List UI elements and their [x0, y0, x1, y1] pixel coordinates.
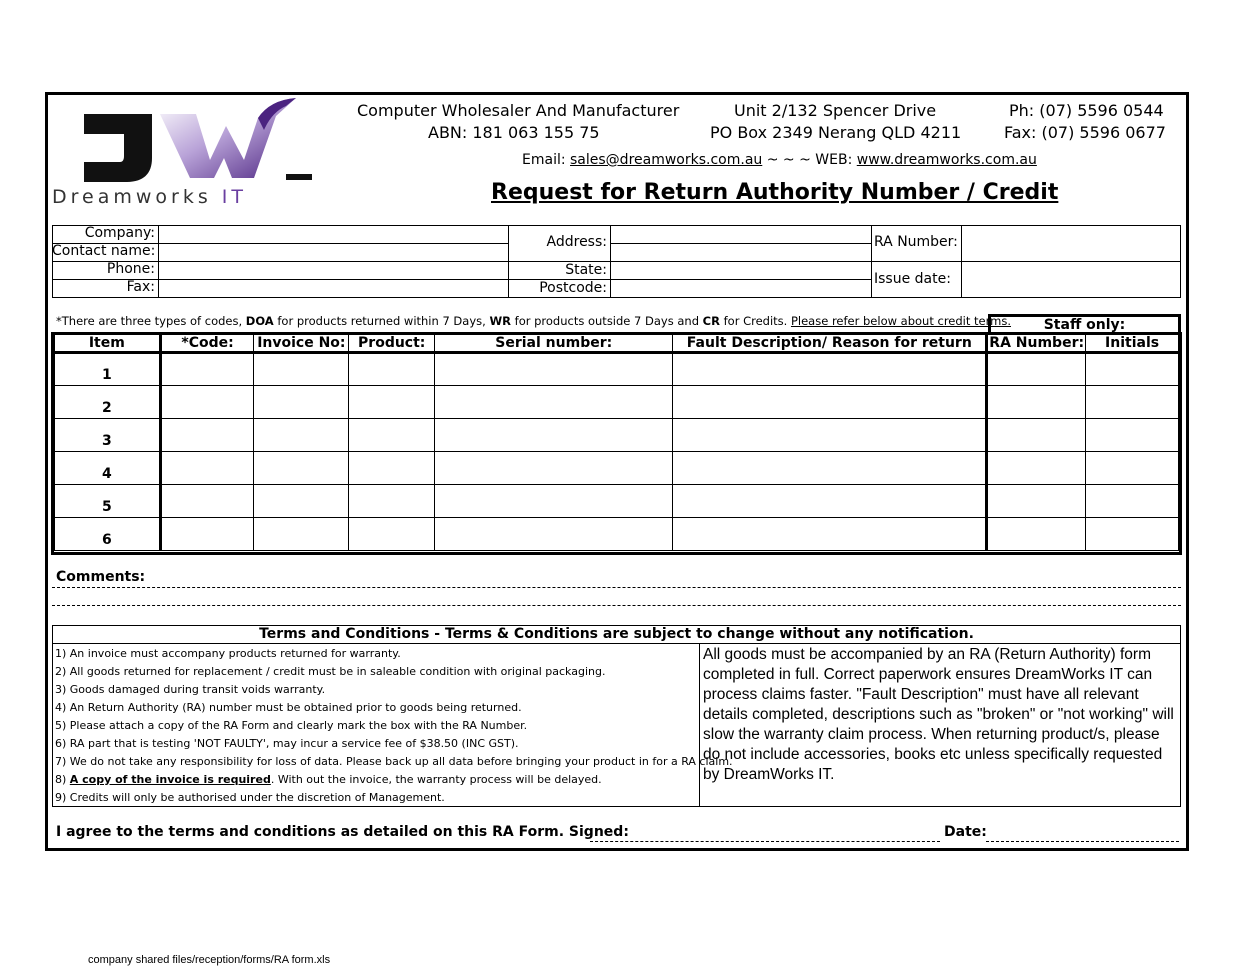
ra-number-field[interactable] — [963, 226, 1179, 260]
company-label: Company: — [84, 225, 155, 241]
cell-input[interactable] — [987, 419, 1086, 452]
issue-date-field[interactable] — [963, 262, 1179, 296]
cell-input[interactable] — [435, 386, 673, 419]
term-text: . With out the invoice, the warranty process will be delayed. — [270, 773, 602, 786]
cell-input[interactable] — [349, 353, 435, 386]
fax-label: Fax: — [126, 279, 155, 295]
cell-input[interactable] — [160, 419, 254, 452]
item-number-cell: 1 — [54, 353, 161, 386]
company-field[interactable] — [160, 226, 507, 242]
note-text: for Credits. — [719, 314, 791, 328]
cell-input[interactable] — [987, 518, 1086, 551]
note-text: for products outside 7 Days and — [510, 314, 703, 328]
cell-input[interactable] — [349, 518, 435, 551]
cell-input[interactable] — [1086, 386, 1180, 419]
date-label: Date: — [944, 824, 987, 840]
staff-only-header — [988, 314, 1181, 332]
note-text: for products returned within 7 Days, — [273, 314, 490, 328]
col-initials: Initials — [1086, 334, 1180, 353]
address-field[interactable] — [612, 226, 870, 260]
company-logo — [50, 96, 350, 208]
divider — [52, 643, 1181, 644]
term-item: 9) Credits will only be authorised under the discretion of Management. — [55, 791, 445, 804]
cell-input[interactable] — [673, 485, 987, 518]
phone-field[interactable] — [160, 262, 507, 278]
cell-input[interactable] — [1086, 452, 1180, 485]
comments-label: Comments: — [56, 569, 146, 585]
separator: ~ ~ ~ — [766, 152, 811, 168]
cell-input[interactable] — [254, 386, 349, 419]
state-field[interactable] — [612, 262, 870, 278]
term-item: 3) Goods damaged during transit voids warranty. — [55, 683, 326, 696]
term-item — [55, 771, 733, 789]
code-doa: DOA — [245, 314, 274, 328]
term-item: 7) We do not take any responsibility for loss of data. Please back up all data before bringing your product in for a RA claim. — [55, 755, 733, 768]
cell-input[interactable] — [160, 452, 254, 485]
cell-input[interactable] — [673, 419, 987, 452]
form-title: Request for Return Authority Number / Credit — [491, 180, 1059, 205]
cell-input[interactable] — [1086, 485, 1180, 518]
table-row — [54, 518, 1180, 551]
cell-input[interactable] — [673, 386, 987, 419]
col-code: *Code: — [160, 334, 254, 353]
company-fax: Fax: (07) 5596 0677 — [1004, 123, 1166, 142]
cell-input[interactable] — [254, 353, 349, 386]
item-number-cell: 4 — [54, 452, 161, 485]
table-header-row — [54, 334, 1180, 353]
term-item: 1) An invoice must accompany products returned for warranty. — [55, 647, 401, 660]
item-number-cell: 5 — [54, 485, 161, 518]
logo-wordmark — [52, 186, 247, 208]
address-line-1: Unit 2/132 Spencer Drive — [734, 101, 937, 120]
address-label: Address: — [546, 234, 607, 250]
cell-input[interactable] — [987, 452, 1086, 485]
web-label: WEB: — [815, 152, 853, 168]
cell-input[interactable] — [1086, 353, 1180, 386]
contact-line — [522, 152, 1037, 168]
cell-input[interactable] — [349, 485, 435, 518]
col-product: Product: — [349, 334, 435, 353]
cell-input[interactable] — [160, 518, 254, 551]
company-abn: ABN: 181 063 155 75 — [428, 123, 600, 142]
col-serial: Serial number: — [435, 334, 673, 353]
cell-input[interactable] — [673, 452, 987, 485]
term-item: 5) Please attach a copy of the RA Form and clearly mark the box with the RA Number. — [55, 719, 528, 732]
credit-terms-link[interactable]: Please refer below about credit terms. — [790, 314, 1011, 328]
cell-input[interactable] — [435, 452, 673, 485]
term-item: 2) All goods returned for replacement / credit must be in saleable condition with original packaging. — [55, 665, 606, 678]
cell-input[interactable] — [435, 419, 673, 452]
contact-name-field[interactable] — [160, 244, 507, 260]
cell-input[interactable] — [673, 518, 987, 551]
col-fault: Fault Description/ Reason for return — [673, 334, 987, 353]
cell-input[interactable] — [987, 386, 1086, 419]
cell-input[interactable] — [160, 353, 254, 386]
item-number-cell: 6 — [54, 518, 161, 551]
table-row — [54, 485, 1180, 518]
phone-label: Phone: — [106, 261, 155, 277]
cell-input[interactable] — [254, 419, 349, 452]
returns-guidance-text: All goods must be accompanied by an RA (Return Authority) form completed in full. Correct paperwork ensures DreamWorks IT can process claims faster. "Fault Description" must have all relevant details completed, descriptions such as "broken" or "not working" will slow the warranty claim process. When returning product/s, please do not include accessories, books etc unless specifically requested by DreamWorks IT. — [703, 646, 1174, 783]
codes-note — [56, 314, 1011, 328]
item-number-cell: 2 — [54, 386, 161, 419]
item-number-cell: 3 — [54, 419, 161, 452]
cell-input[interactable] — [1086, 518, 1180, 551]
address-line-2: PO Box 2349 Nerang QLD 4211 — [710, 123, 962, 142]
code-wr: WR — [489, 314, 511, 328]
col-ra-number: RA Number: — [987, 334, 1086, 353]
logo-word-it: IT — [221, 186, 248, 208]
ra-number-label: RA Number: — [874, 234, 958, 250]
cell-input[interactable] — [349, 419, 435, 452]
company-phone: Ph: (07) 5596 0544 — [1009, 101, 1164, 120]
table-row — [54, 353, 1180, 386]
cell-input[interactable] — [987, 353, 1086, 386]
web-link[interactable]: www.dreamworks.com.au — [856, 152, 1037, 168]
postcode-label: Postcode: — [539, 280, 607, 296]
table-row — [54, 419, 1180, 452]
table-row — [54, 386, 1180, 419]
cell-input[interactable] — [160, 485, 254, 518]
email-link[interactable]: sales@dreamworks.com.au — [570, 152, 763, 168]
email-label: Email: — [522, 152, 566, 168]
cell-input[interactable] — [435, 518, 673, 551]
fax-field[interactable] — [160, 280, 507, 296]
signature-line[interactable] — [590, 841, 940, 842]
cell-input[interactable] — [435, 353, 673, 386]
postcode-field[interactable] — [612, 280, 870, 296]
agreement-text: I agree to the terms and conditions as detailed on this RA Form. Signed: — [56, 824, 629, 840]
comments-line-1[interactable] — [52, 587, 1181, 588]
table-row — [54, 452, 1180, 485]
cell-input[interactable] — [254, 485, 349, 518]
cell-input[interactable] — [349, 386, 435, 419]
cell-input[interactable] — [349, 452, 435, 485]
cell-input[interactable] — [254, 452, 349, 485]
col-item: Item — [54, 334, 161, 353]
term-item: 6) RA part that is testing 'NOT FAULTY', may incur a service fee of $38.50 (INC GST). — [55, 737, 519, 750]
term-item: 4) An Return Authority (RA) number must be obtained prior to goods being returned. — [55, 701, 522, 714]
cell-input[interactable] — [673, 353, 987, 386]
issue-date-label: Issue date: — [874, 271, 951, 287]
term-number: 8) — [55, 773, 70, 786]
date-line[interactable] — [986, 841, 1179, 842]
code-cr: CR — [702, 314, 720, 328]
cell-input[interactable] — [160, 386, 254, 419]
logo-word-main: Dreamworks — [52, 186, 212, 208]
terms-list — [55, 645, 733, 807]
terms-heading: Terms and Conditions - Terms & Conditions are subject to change without any notification. — [259, 626, 974, 642]
items-table — [52, 333, 1181, 551]
cell-input[interactable] — [254, 518, 349, 551]
contact-name-label: Contact name: — [52, 243, 156, 259]
company-description: Computer Wholesaler And Manufacturer — [357, 101, 680, 120]
file-path: company shared files/reception/forms/RA form.xls — [88, 954, 331, 966]
cell-input[interactable] — [987, 485, 1086, 518]
col-invoice: Invoice No: — [254, 334, 349, 353]
cell-input[interactable] — [1086, 419, 1180, 452]
staff-only-label: Staff only: — [1043, 317, 1126, 333]
note-text: *There are three types of codes, — [56, 314, 246, 328]
term-emphasis: A copy of the invoice is required — [69, 773, 271, 786]
state-label: State: — [565, 262, 607, 278]
cell-input[interactable] — [435, 485, 673, 518]
comments-line-2[interactable] — [52, 605, 1181, 606]
